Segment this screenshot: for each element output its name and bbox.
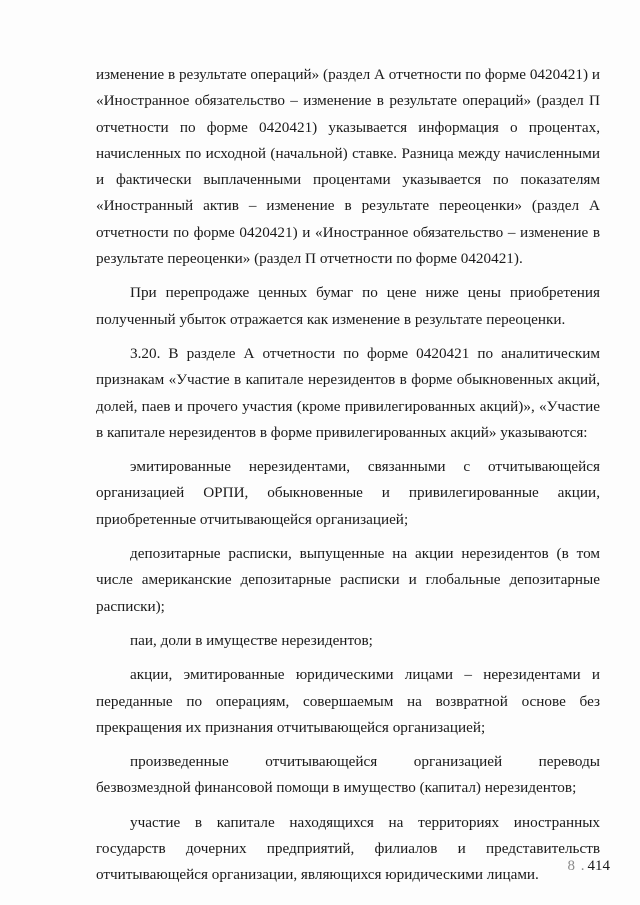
paragraph-1: изменение в результате операций» (раздел А отчетности по форме 0420421) и «Иностранное обязательство – изменение в результате операций» (раздел П отчетности по форме 0420421) указывается информация о процентах, начисленных по исходной (начальной) ставке. Разница между начисленными и фактически выплаченными процентами указывается по показателям «Иностранный актив – изменение в результате переоценки» (раздел А отчетности по форме 0420421) и «Иностранное обязательство – изменение в результате переоценки» (раздел П отчетности по форме 0420421).	[96, 66, 600, 268]
list-item-depositary-receipts: депозитарные расписки, выпущенные на акции нерезидентов (в том числе американские депозитарные расписки и глобальные депозитарные расписки);	[96, 545, 600, 615]
paragraph-2: При перепродаже ценных бумаг по цене ниже цены приобретения полученный убыток отражается как изменение в результате переоценки.	[96, 284, 600, 328]
page-mark: 8 .	[567, 858, 586, 874]
list-item-shares-stakes: паи, доли в имуществе нерезидентов;	[130, 631, 373, 649]
page-number-value: 414	[587, 858, 610, 874]
paragraph-3-section-3-20: 3.20. В разделе А отчетности по форме 0420421 по аналитическим признакам «Участие в капитале нерезидентов в форме обыкновенных акций, долей, паев и прочего участия (кроме привилегированных акций)», «Участие в капитале нерезидентов в форме привилегированных акций» указываются:	[96, 344, 600, 441]
list-item-transferred-shares: акции, эмитированные юридическими лицами – нерезидентами и переданные по операциям, совершаемым на возвратной основе без прекращения их признания отчитывающейся организацией;	[96, 666, 600, 736]
list-item-issued-shares: эмитированные нерезидентами, связанными с отчитывающейся организацией ОРПИ, обыкновенные и привилегированные акции, приобретенные отчитывающейся организацией;	[96, 458, 600, 528]
page-number	[568, 858, 611, 875]
list-item-subsidiaries: участие в капитале находящихся на территориях иностранных государств дочерних предприятий, филиалов и представительств отчитывающейся организации, являющихся юридическими лицами.	[96, 813, 600, 884]
list-item-financial-aid: произведенные отчитывающейся организацией переводы безвозмездной финансовой помощи в имущество (капитал) нерезидентов;	[96, 753, 600, 797]
document-body	[96, 62, 600, 897]
